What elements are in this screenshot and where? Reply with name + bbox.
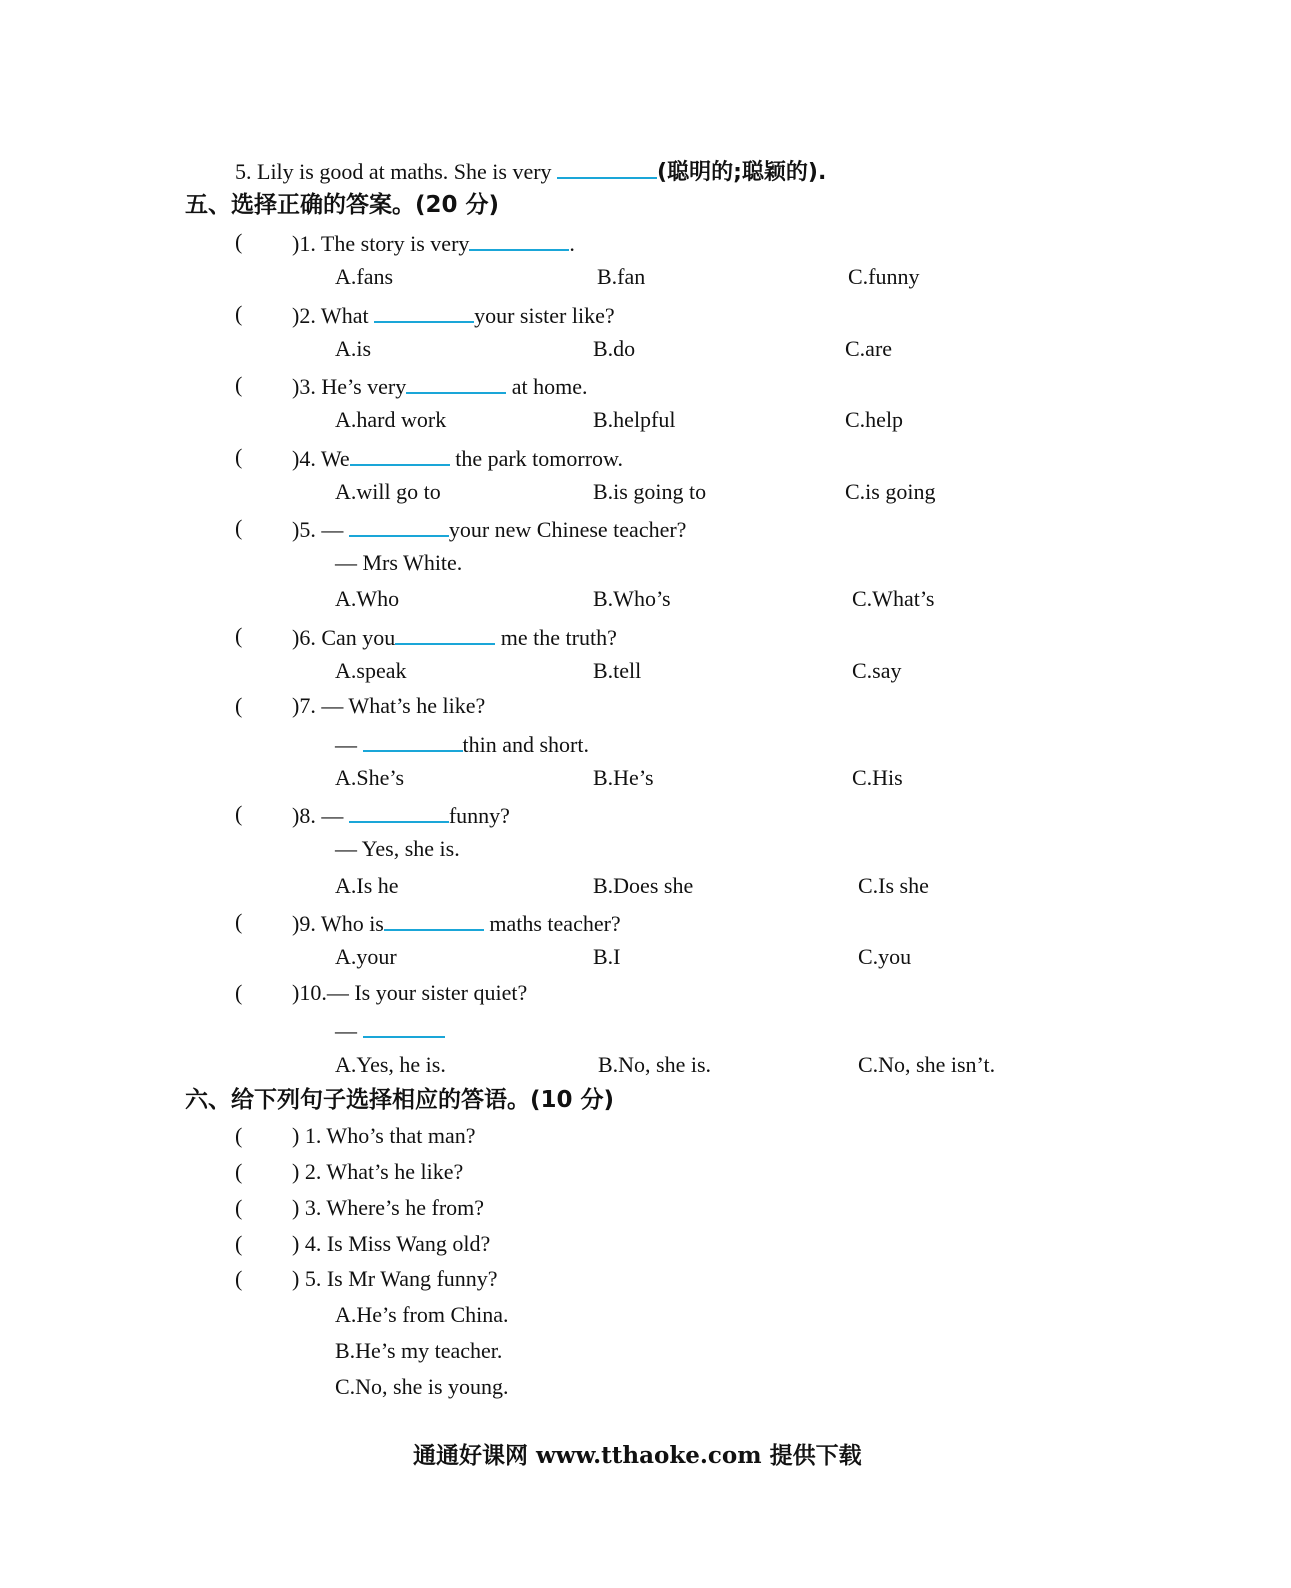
question-7: )7. — What’s he like? bbox=[292, 693, 486, 718]
answer-paren[interactable]: ( bbox=[235, 1159, 243, 1184]
question-3: )3. He’s very at home. bbox=[292, 374, 588, 399]
answer-blank[interactable] bbox=[557, 157, 657, 179]
option-c: C.His bbox=[852, 765, 903, 790]
option-b: B.tell bbox=[593, 658, 642, 683]
question-9: )9. Who is maths teacher? bbox=[292, 911, 621, 936]
option-a: A.She’s bbox=[335, 765, 405, 790]
option-c: C.is going bbox=[845, 479, 936, 504]
answer-paren[interactable]: ( bbox=[235, 623, 243, 648]
option-b: B.is going to bbox=[593, 479, 707, 504]
answer-paren[interactable]: ( bbox=[235, 515, 243, 540]
option-a: A.speak bbox=[335, 658, 407, 683]
option-b: B.He’s bbox=[593, 765, 654, 790]
answer-paren[interactable]: ( bbox=[235, 1266, 243, 1291]
answer-blank[interactable] bbox=[349, 801, 449, 823]
question-4: )4. We the park tomorrow. bbox=[292, 446, 624, 471]
answer-paren[interactable]: ( bbox=[235, 1231, 243, 1256]
section-6-heading: 六、给下列句子选择相应的答语。(10 分) bbox=[185, 1087, 615, 1113]
match-answer-b: B.He’s my teacher. bbox=[335, 1338, 503, 1363]
question-10: )10.— Is your sister quiet? bbox=[292, 980, 528, 1005]
match-question-5: ) 5. Is Mr Wang funny? bbox=[292, 1266, 498, 1291]
option-c: C.say bbox=[852, 658, 902, 683]
match-question-4: ) 4. Is Miss Wang old? bbox=[292, 1231, 491, 1256]
answer-paren[interactable]: ( bbox=[235, 980, 243, 1005]
answer-blank[interactable] bbox=[363, 1016, 445, 1038]
option-a: A.will go to bbox=[335, 479, 441, 504]
match-question-2: ) 2. What’s he like? bbox=[292, 1159, 464, 1184]
question-5: )5. — your new Chinese teacher? bbox=[292, 517, 687, 542]
fill-item-5: 5. Lily is good at maths. She is very (聪明的;聪颖的). bbox=[235, 159, 827, 185]
answer-blank[interactable] bbox=[395, 623, 495, 645]
option-b: B.Does she bbox=[593, 873, 694, 898]
option-a: A.is bbox=[335, 336, 372, 361]
option-c: C.are bbox=[845, 336, 893, 361]
question-2: )2. What your sister like? bbox=[292, 303, 615, 328]
option-c: C.funny bbox=[848, 264, 920, 289]
option-c: C.No, she isn’t. bbox=[858, 1052, 996, 1077]
reply-line: — Mrs White. bbox=[335, 550, 463, 575]
question-6: )6. Can you me the truth? bbox=[292, 625, 617, 650]
answer-paren[interactable]: ( bbox=[235, 801, 243, 826]
option-a: A.fans bbox=[335, 264, 394, 289]
option-b: B.do bbox=[593, 336, 636, 361]
option-c: C.help bbox=[845, 407, 904, 432]
answer-blank[interactable] bbox=[384, 909, 484, 931]
question-1: )1. The story is very . bbox=[292, 231, 575, 256]
option-b: B.Who’s bbox=[593, 586, 671, 611]
answer-paren[interactable]: ( bbox=[235, 301, 243, 326]
answer-paren[interactable]: ( bbox=[235, 229, 243, 254]
match-question-3: ) 3. Where’s he from? bbox=[292, 1195, 485, 1220]
answer-paren[interactable]: ( bbox=[235, 1195, 243, 1220]
answer-paren[interactable]: ( bbox=[235, 444, 243, 469]
answer-paren[interactable]: ( bbox=[235, 372, 243, 397]
match-answer-c: C.No, she is young. bbox=[335, 1374, 509, 1399]
question-8: )8. — funny? bbox=[292, 803, 510, 828]
answer-blank[interactable] bbox=[469, 229, 569, 251]
match-answer-a: A.He’s from China. bbox=[335, 1302, 509, 1327]
option-b: B.helpful bbox=[593, 407, 676, 432]
option-c: C.What’s bbox=[852, 586, 935, 611]
option-b: B.I bbox=[593, 944, 621, 969]
option-b: B.fan bbox=[597, 264, 646, 289]
option-a: A.Is he bbox=[335, 873, 399, 898]
option-b: B.No, she is. bbox=[598, 1052, 712, 1077]
answer-paren[interactable]: ( bbox=[235, 1123, 243, 1148]
option-a: A.Yes, he is. bbox=[335, 1052, 446, 1077]
answer-paren[interactable]: ( bbox=[235, 909, 243, 934]
reply-line: — thin and short. bbox=[335, 732, 589, 757]
section-5-heading: 五、选择正确的答案。(20 分) bbox=[185, 192, 500, 218]
answer-blank[interactable] bbox=[406, 372, 506, 394]
option-c: C.Is she bbox=[858, 873, 929, 898]
answer-blank[interactable] bbox=[350, 444, 450, 466]
option-a: A.Who bbox=[335, 586, 400, 611]
answer-blank[interactable] bbox=[349, 515, 449, 537]
option-a: A.your bbox=[335, 944, 397, 969]
answer-paren[interactable]: ( bbox=[235, 693, 243, 718]
reply-line: — Yes, she is. bbox=[335, 836, 460, 861]
reply-line: — bbox=[335, 1016, 445, 1044]
footer-source: 通通好课网 www.tthaoke.com 提供下载 bbox=[413, 1442, 862, 1469]
option-a: A.hard work bbox=[335, 407, 447, 432]
match-question-1: ) 1. Who’s that man? bbox=[292, 1123, 476, 1148]
answer-blank[interactable] bbox=[363, 730, 463, 752]
answer-blank[interactable] bbox=[374, 301, 474, 323]
option-c: C.you bbox=[858, 944, 912, 969]
